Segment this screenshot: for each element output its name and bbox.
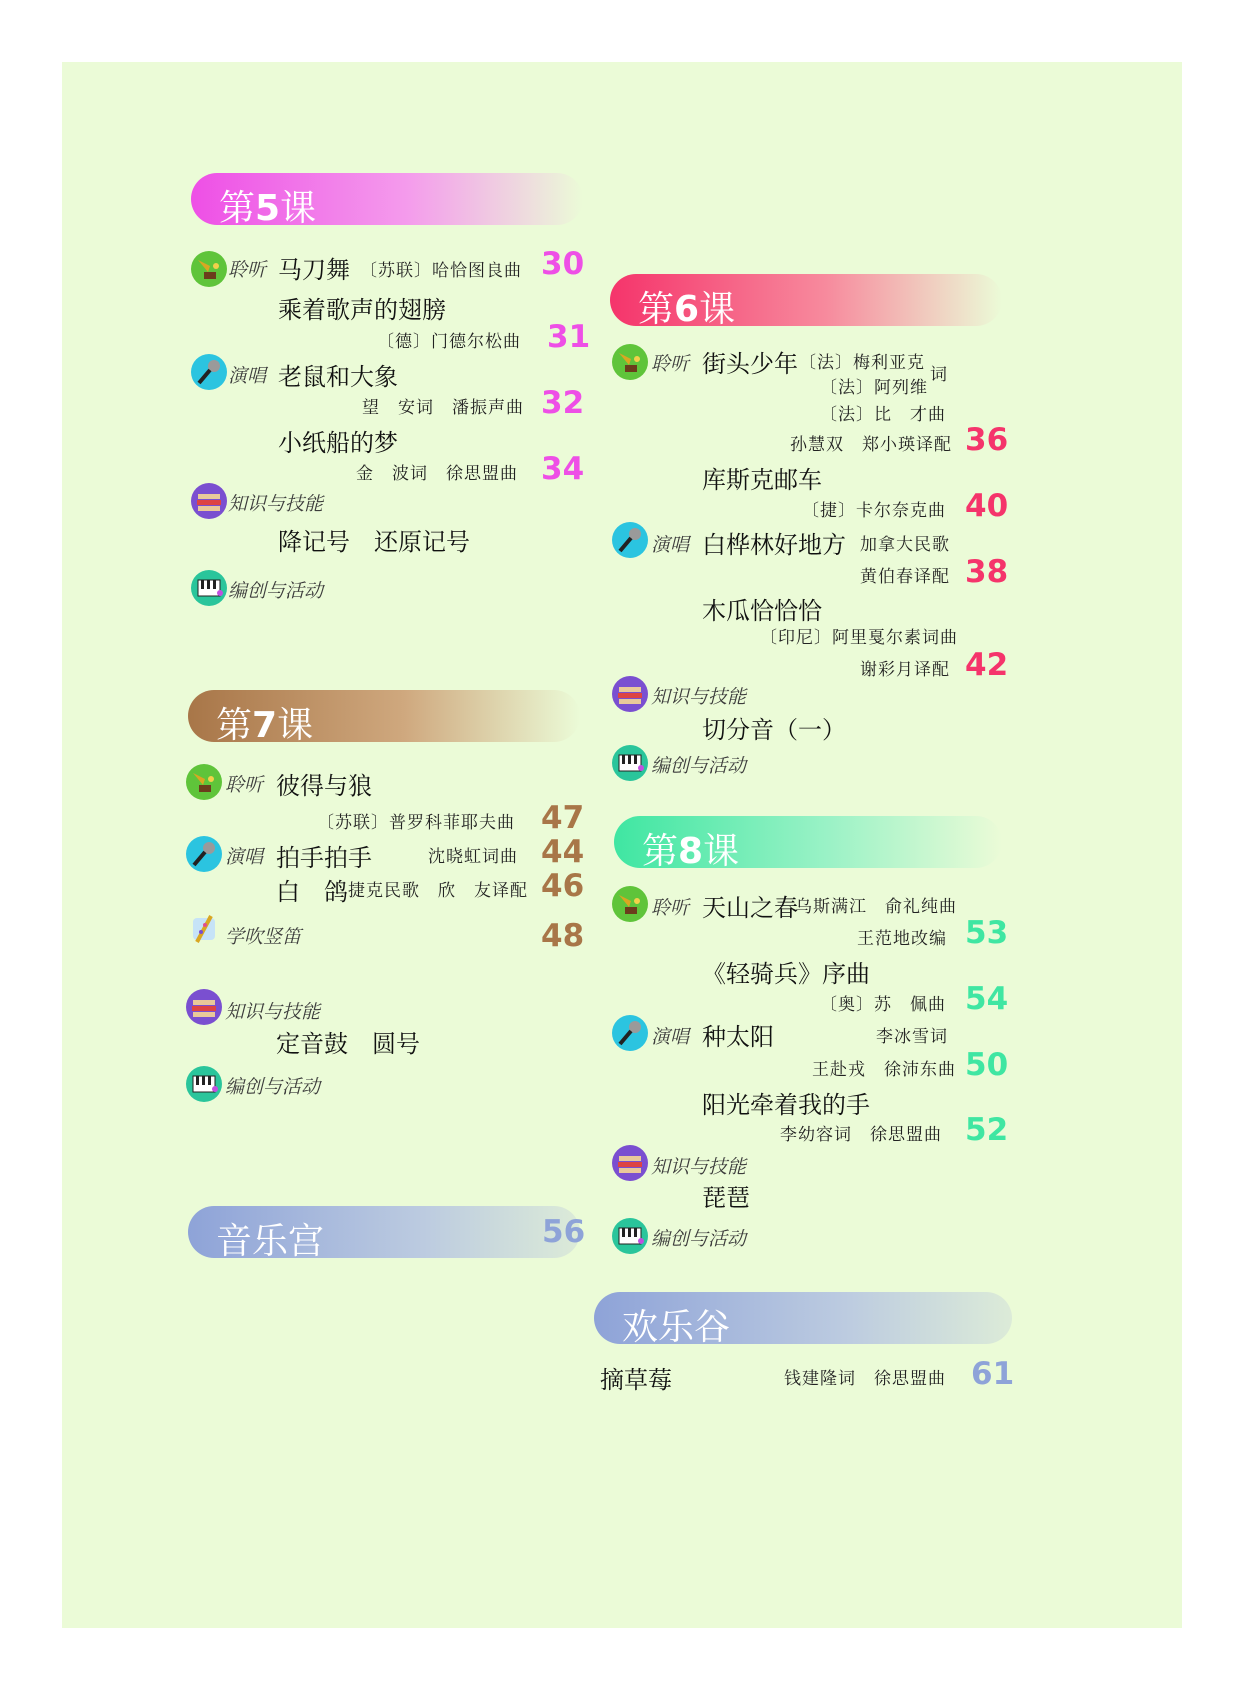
microphone-icon [190,353,228,391]
lesson5-label: 第5课 [219,188,317,229]
joy-valley-label: 欢乐谷 [622,1307,731,1348]
song-title[interactable]: 乘着歌声的翅膀 [278,296,446,324]
page-number[interactable]: 52 [965,1112,1009,1148]
song-credit: 望 安词 潘振声曲 [362,398,524,418]
lesson7-banner[interactable] [188,690,580,746]
song-title[interactable]: 天山之春 [702,894,798,922]
books-icon [185,988,223,1026]
knowledge-topic[interactable]: 切分音（一） [702,716,846,744]
song-credit: 词 [930,365,948,385]
song-title[interactable]: 小纸船的梦 [278,429,398,457]
song-credit: 〔苏联〕普罗科菲耶夫曲 [317,813,515,833]
song-title[interactable]: 库斯克邮车 [702,466,822,494]
page-number[interactable]: 42 [965,647,1009,683]
page-number[interactable]: 38 [965,554,1009,590]
song-credit: 〔德〕门德尔松曲 [377,332,521,352]
song-credit: 加拿大民歌 [860,535,950,555]
lesson8-label: 第8课 [642,831,740,872]
knowledge-topic[interactable]: 琵琶 [702,1184,750,1212]
song-credit: 捷克民歌 欣 友译配 [348,881,528,901]
knowledge-topic[interactable]: 定音鼓 圆号 [276,1030,420,1058]
page-number[interactable]: 36 [965,422,1009,458]
category-listen: 聆听 [228,259,267,281]
piano-icon [190,569,228,607]
page-number[interactable]: 54 [965,981,1009,1017]
page-number[interactable]: 61 [971,1356,1015,1392]
lesson6-banner[interactable] [610,274,1002,330]
page-number[interactable]: 53 [965,915,1009,951]
song-credit: 〔苏联〕哈恰图良曲 [360,261,522,281]
microphone-icon [611,521,649,559]
song-title[interactable]: 马刀舞 [278,256,350,284]
category-sing: 演唱 [228,365,267,387]
song-title[interactable]: 彼得与狼 [276,772,372,800]
song-credit: 〔奥〕苏 佩曲 [820,995,946,1015]
song-credit: 〔法〕比 才曲 [820,405,946,425]
page-number[interactable]: 48 [541,918,585,954]
song-credit: 谢彩月译配 [860,660,950,680]
category-listen: 聆听 [651,897,690,919]
song-credit: 〔印尼〕阿里戛尔素词曲 [760,628,958,648]
category-sing: 演唱 [225,846,264,868]
books-icon [190,482,228,520]
lesson6-label: 第6课 [638,289,736,330]
song-title[interactable]: 老鼠和大象 [278,363,398,391]
page-number[interactable]: 47 [541,800,585,836]
music-palace-banner[interactable] [188,1206,586,1262]
music-palace-label: 音乐宫 [216,1221,325,1262]
piano-icon [611,1217,649,1255]
page-number[interactable]: 44 [541,834,585,870]
lesson5-banner[interactable] [191,173,583,229]
song-credit: 王范地改编 [857,929,947,949]
category-create: 编创与活动 [228,580,324,602]
song-title[interactable]: 种太阳 [702,1023,774,1051]
page-number[interactable]: 34 [541,451,585,487]
recorder-flute-icon [185,910,223,948]
microphone-icon [185,835,223,873]
category-knowledge: 知识与技能 [651,1156,747,1178]
page-number[interactable]: 32 [541,385,585,421]
song-title[interactable]: 阳光牵着我的手 [702,1091,870,1119]
lesson7-label: 第7课 [216,705,314,746]
category-knowledge: 知识与技能 [225,1001,321,1023]
song-title[interactable]: 摘草莓 [600,1366,672,1394]
song-title[interactable]: 拍手拍手 [276,844,372,872]
joy-valley-banner[interactable] [594,1292,1012,1348]
category-listen: 聆听 [225,774,264,796]
piano-icon [611,744,649,782]
song-credit: 〔法〕梅利亚克 [799,353,925,373]
category-flute: 学吹竖笛 [225,926,302,948]
gramophone-icon [190,250,228,288]
category-listen: 聆听 [651,353,690,375]
category-knowledge: 知识与技能 [228,493,324,515]
knowledge-topic[interactable]: 降记号 还原记号 [278,528,470,556]
page-number[interactable]: 46 [541,868,585,904]
gramophone-icon [611,343,649,381]
song-title[interactable]: 木瓜恰恰恰 [702,597,822,625]
song-title[interactable]: 《轻骑兵》序曲 [702,960,870,988]
category-create: 编创与活动 [225,1076,321,1098]
category-sing: 演唱 [651,534,690,556]
song-credit: 乌斯满江 俞礼纯曲 [795,897,957,917]
song-credit: 王赴戎 徐沛东曲 [812,1060,956,1080]
song-credit: 黄伯春译配 [860,567,950,587]
category-create: 编创与活动 [651,755,747,777]
category-sing: 演唱 [651,1026,690,1048]
gramophone-icon [611,885,649,923]
gramophone-icon [185,763,223,801]
song-title[interactable]: 白桦林好地方 [702,531,846,559]
song-title[interactable]: 白 鸽 [276,878,348,906]
song-credit: 沈晓虹词曲 [428,847,518,867]
song-title[interactable]: 街头少年 [702,350,798,378]
page-number[interactable]: 40 [965,488,1009,524]
song-credit: 〔法〕阿列维 [820,378,928,398]
page-number[interactable]: 56 [542,1214,586,1250]
song-credit: 钱建隆词 徐思盟曲 [784,1369,946,1389]
page-number[interactable]: 31 [547,319,591,355]
books-icon [611,1144,649,1182]
song-credit: 孙慧双 郑小瑛译配 [790,435,952,455]
toc-page [62,62,1182,1628]
books-icon [611,675,649,713]
song-credit: 李幼容词 徐思盟曲 [780,1125,942,1145]
song-credit: 〔捷〕卡尔奈克曲 [802,501,946,521]
lesson8-banner[interactable] [614,816,1002,872]
song-credit: 金 波词 徐思盟曲 [356,464,518,484]
page-number[interactable]: 30 [541,246,585,282]
page-number[interactable]: 50 [965,1047,1009,1083]
microphone-icon [611,1014,649,1052]
piano-icon [185,1065,223,1103]
category-knowledge: 知识与技能 [651,686,747,708]
category-create: 编创与活动 [651,1228,747,1250]
song-credit: 李冰雪词 [876,1027,948,1047]
